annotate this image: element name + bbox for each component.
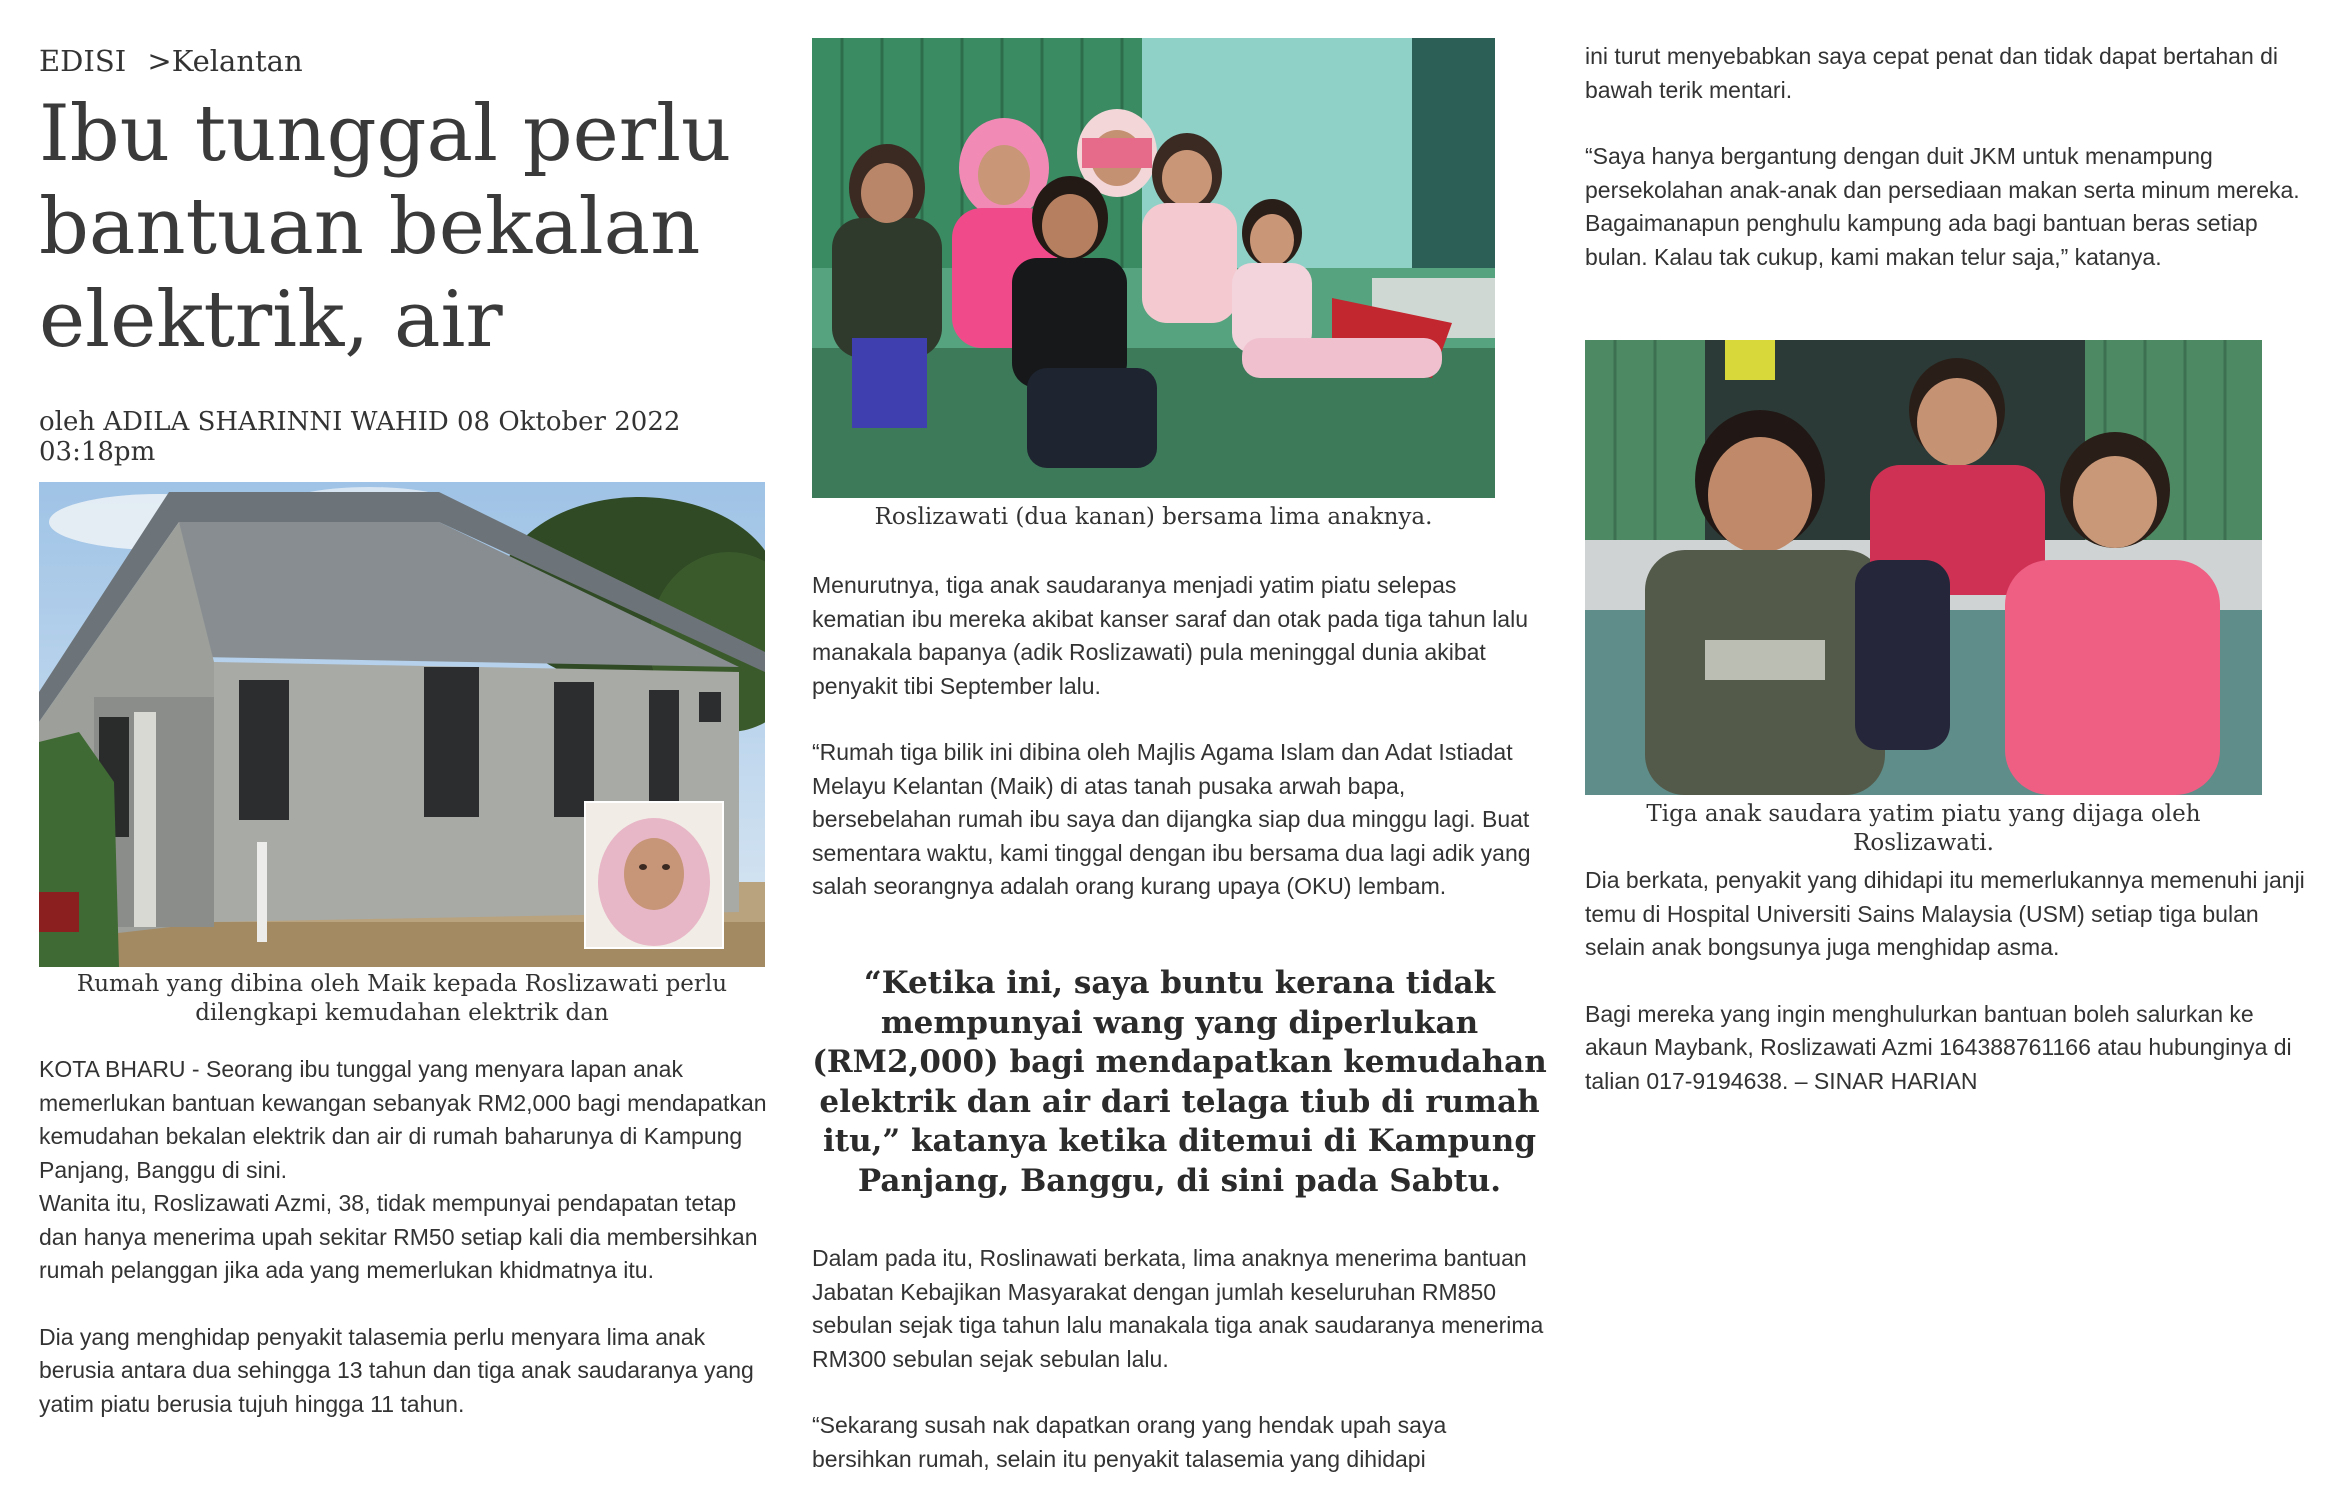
orphans-photo bbox=[1585, 340, 2262, 795]
col1-body bbox=[39, 1053, 769, 1454]
byline-prefix: oleh bbox=[39, 407, 96, 437]
byline-author: ADILA SHARINNI WAHID bbox=[103, 407, 449, 437]
paragraph: “Saya hanya bergantung dengan duit JKM untuk menampung persekolahan anak-anak dan persediaan makan serta minum mereka. Bagaimanapun penghulu kampung ada bagi bantuan beras setiap bulan. Kalau tak cukup, kami makan telur saja,” katanya. bbox=[1585, 143, 2300, 270]
paragraph: KOTA BHARU - Seorang ibu tunggal yang menyara lapan anak memerlukan bantuan kewangan sebanyak RM2,000 bagi mendapatkan kemudahan bekalan elektrik dan air di rumah baharunya di Kampung Panjang, Banggu di sini. bbox=[39, 1056, 767, 1183]
edition-label: EDISI bbox=[39, 44, 127, 78]
paragraph: “Rumah tiga bilik ini dibina oleh Majlis Agama Islam dan Adat Istiadat Melayu Kelantan (Maik) di atas tanah pusaka arwah bapa, bersebelahan rumah ibu saya dan dijangka siap dua minggu lagi. Buat sementara waktu, kami tinggal dengan ibu bersama dua lagi adik yang salah seorangnya adalah orang kurang upaya (OKU) lembam. bbox=[812, 739, 1531, 899]
col3-body-bottom bbox=[1585, 864, 2315, 1131]
edition-section-link[interactable]: >Kelantan bbox=[147, 44, 303, 78]
house-photo-caption: Rumah yang dibina oleh Maik kepada Roslizawati perlu dilengkapi kemudahan elektrik dan bbox=[76, 971, 728, 1026]
paragraph: Wanita itu, Roslizawati Azmi, 38, tidak mempunyai pendapatan tetap dan hanya menerima upah sekitar RM50 setiap kali dia membersihkan rumah pelanggan jika ada yang memerlukan khidmatnya itu. bbox=[39, 1190, 758, 1283]
family-photo bbox=[812, 38, 1495, 498]
orphans-photo-caption: Tiga anak saudara yatim piatu yang dijaga oleh Roslizawati. bbox=[1646, 801, 2201, 856]
family-photo-caption: Roslizawati (dua kanan) bersama lima anaknya. bbox=[874, 504, 1433, 530]
orphans-illustration bbox=[1585, 340, 2262, 795]
house-illustration bbox=[39, 482, 765, 967]
paragraph: Bagi mereka yang ingin menghulurkan bantuan boleh salurkan ke akaun Maybank, Roslizawati Azmi 164388761166 atau hubunginya di talian 017-9194638. – SINAR HARIAN bbox=[1585, 1000, 2292, 1094]
col2-body-top bbox=[812, 569, 1547, 937]
house-photo bbox=[39, 482, 765, 967]
col3-body-top bbox=[1585, 40, 2315, 307]
byline bbox=[39, 407, 769, 467]
paragraph: Dia berkata, penyakit yang dihidapi itu memerlukannya memenuhi janji temu di Hospital Universiti Sains Malaysia (USM) setiap tiga bulan selain anak bongsunya juga menghidap asma. bbox=[1585, 867, 2305, 960]
paragraph: Menurutnya, tiga anak saudaranya menjadi yatim piatu selepas kematian ibu mereka akibat kanser saraf dan otak pada tiga tahun lalu manakala bapanya (adik Roslizawati) pula meninggal dunia akibat penyakit tibi September lalu. bbox=[812, 572, 1528, 699]
edition-breadcrumb bbox=[39, 44, 303, 78]
byline-date: 08 Oktober 2022 03:18pm bbox=[39, 407, 681, 467]
family-illustration bbox=[812, 38, 1495, 498]
article-headline: Ibu tunggal perlu bantuan bekalan elektrik, air bbox=[39, 89, 732, 365]
paragraph: ini turut menyebabkan saya cepat penat dan tidak dapat bertahan di bawah terik mentari. bbox=[1585, 43, 2279, 103]
pull-quote: “Ketika ini, saya buntu kerana tidak mempunyai wang yang diperlukan (RM2,000) bagi mendapatkan kemudahan elektrik dan air dari telaga tiub di rumah itu,” katanya ketika ditemui di Kampung Panjang, Banggu, di sini pada Sabtu. bbox=[812, 965, 1547, 1199]
paragraph: “Sekarang susah nak dapatkan orang yang hendak upah saya bersihkan rumah, selain itu penyakit talasemia yang dihidapi bbox=[812, 1412, 1447, 1472]
col2-body-bottom bbox=[812, 1242, 1547, 1509]
paragraph: Dalam pada itu, Roslinawati berkata, lima anaknya menerima bantuan Jabatan Kebajikan Masyarakat dengan jumlah keseluruhan RM850 sebulan sejak tiga tahun lalu manakala tiga anak saudaranya menerima RM300 sebulan sejak sebulan lalu. bbox=[812, 1245, 1544, 1372]
paragraph: Dia yang menghidap penyakit talasemia perlu menyara lima anak berusia antara dua sehingga 13 tahun dan tiga anak saudaranya yang yatim piatu berusia tujuh hingga 11 tahun. bbox=[39, 1323, 754, 1417]
